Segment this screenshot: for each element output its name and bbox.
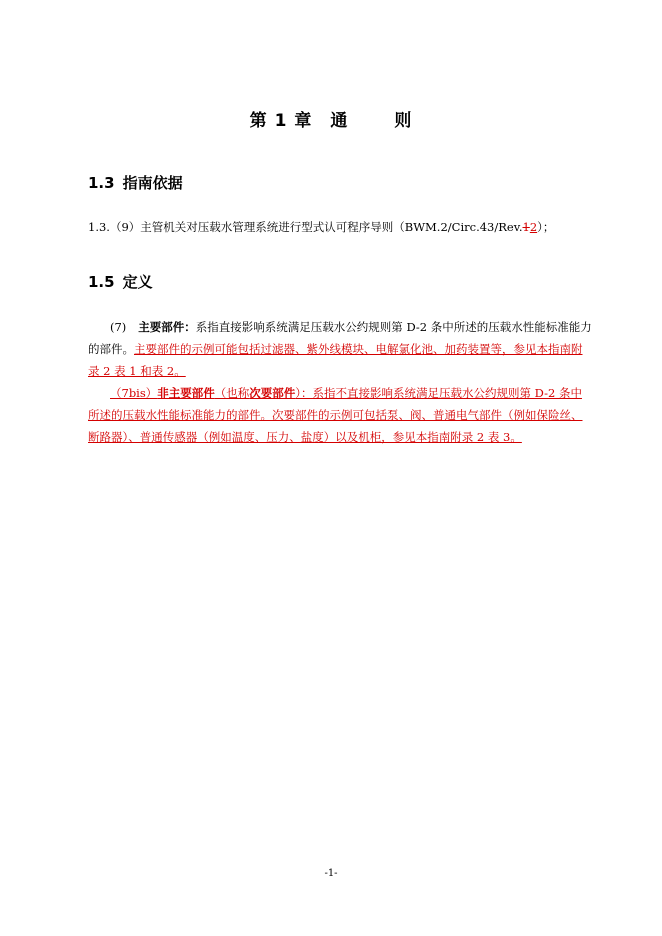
page-number: -1- xyxy=(324,868,338,879)
chapter-title-word-2: 则 xyxy=(394,111,413,131)
section-title: 定义 xyxy=(122,273,153,291)
definition-text: 系指直接影响系统满足压载水公约规则第 D-2 条中所述的压载水性能标准能力的部件。 xyxy=(88,320,592,356)
defined-term: 非主要部件 xyxy=(157,386,215,400)
section-title: 指南依据 xyxy=(122,174,183,192)
defined-term-alias: 次要部件 xyxy=(249,386,296,400)
chapter-title xyxy=(0,106,662,131)
inserted-revision-text: 主要部件的示例可能包括过滤器、紫外线模块、电解氯化池、加药装置等，参见本指南附录 2 表 1 和表 2。 xyxy=(88,342,583,378)
section-heading-1-5 xyxy=(88,271,153,292)
paragraph-text-end: ）； xyxy=(537,220,555,234)
definition-item-7: (7) 主要部件：系指直接影响系统满足压载水公约规则第 D-2 条中所述的压载水性能标准能力的部件。主要部件的示例可能包括过滤器、紫外线模块、电解氯化池、加药装置等，参见本指南附录 2 表 1 和表 2。 xyxy=(88,320,592,378)
definition-item-7bis: （7bis）非主要部件（也称次要部件）：系指不直接影响系统满足压载水公约规则第 D-2 条中所述的压载水性能标准能力的部件。次要部件的示例可包括泵、阀、普通电气部件（例如保险丝、断路器）、普通传感器（例如温度、压力、盐度）以及机柜，参见本指南附录 2 表 3。 xyxy=(88,386,583,444)
item-number: （7bis） xyxy=(110,386,158,400)
section-number: 1.5 xyxy=(88,273,115,291)
section-number: 1.3 xyxy=(88,174,115,192)
defined-term: 主要部件 xyxy=(138,320,185,334)
chapter-title-word-1: 通 xyxy=(330,111,349,131)
paragraph-1-3-9 xyxy=(88,216,592,238)
deleted-revision-text: 1 xyxy=(522,220,530,234)
item-number: (7) xyxy=(110,320,127,334)
chapter-number: 第 1 章 xyxy=(249,111,313,131)
inserted-revision-text: 2 xyxy=(529,220,538,234)
definition-text: 系指不直接影响系统满足压载水公约规则第 D-2 条中所述的压载水性能标准能力的部件。次要部件的示例可包括泵、阀、普通电气部件（例如保险丝、断路器）、普通传感器（例如温度、压力、盐度）以及机柜，参见本指南附录 2 表 3。 xyxy=(88,386,583,444)
section-heading-1-3 xyxy=(88,172,183,193)
paragraph-text: 1.3.（9）主管机关对压载水管理系统进行型式认可程序导则（BWM.2/Circ.43/Rev. xyxy=(88,220,523,234)
